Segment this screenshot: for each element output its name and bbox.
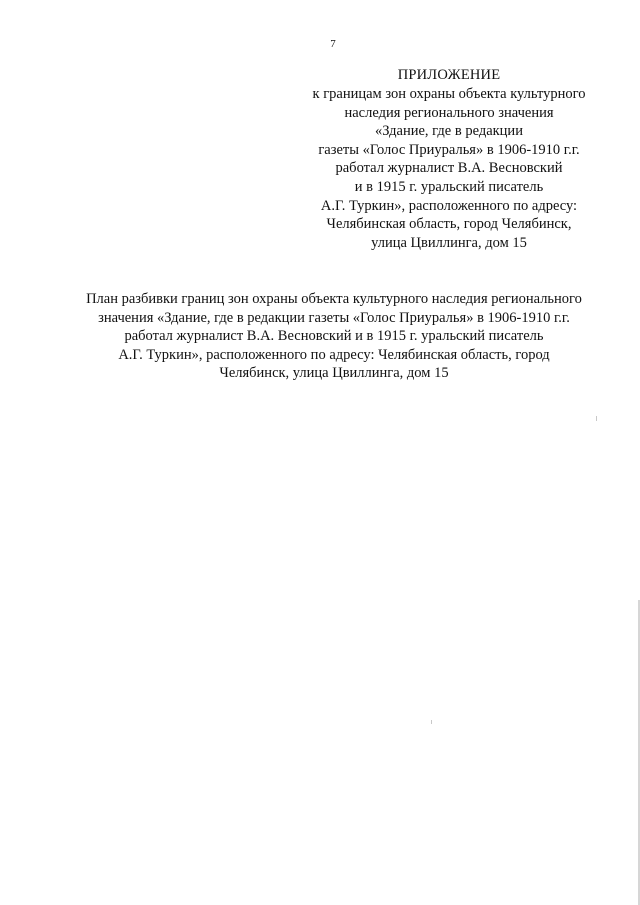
- appendix-header: [294, 66, 604, 252]
- appendix-line: газеты «Голос Приуралья» в 1906-1910 г.г.: [318, 141, 580, 158]
- appendix-title: ПРИЛОЖЕНИЕ: [397, 67, 501, 83]
- scan-speck: [431, 720, 432, 724]
- plan-caption-line: А.Г. Туркин», расположенного по адресу: Челябинская область, город: [118, 346, 550, 363]
- appendix-line: и в 1915 г. уральский писатель: [354, 178, 544, 195]
- appendix-line: наследия регионального значения: [344, 104, 554, 121]
- appendix-line: к границам зон охраны объекта культурного: [312, 86, 586, 102]
- appendix-line: Челябинская область, город Челябинск,: [326, 216, 572, 233]
- appendix-line: работал журналист В.А. Весновский: [335, 160, 563, 177]
- plan-caption-line: План разбивки границ зон охраны объекта культурного наследия регионального: [86, 291, 582, 307]
- plan-caption-line: значения «Здание, где в редакции газеты «Голос Приуралья» в 1906-1910 г.г.: [98, 309, 570, 326]
- appendix-line: улица Цвиллинга, дом 15: [371, 234, 527, 251]
- plan-caption: [60, 290, 608, 383]
- appendix-line: А.Г. Туркин», расположенного по адресу:: [320, 197, 578, 214]
- page-number: 7: [330, 38, 336, 50]
- plan-caption-line: работал журналист В.А. Весновский и в 1915 г. уральский писатель: [124, 328, 544, 345]
- scan-speck: [596, 416, 597, 421]
- plan-caption-line: Челябинск, улица Цвиллинга, дом 15: [219, 365, 449, 382]
- appendix-line: «Здание, где в редакции: [375, 123, 523, 140]
